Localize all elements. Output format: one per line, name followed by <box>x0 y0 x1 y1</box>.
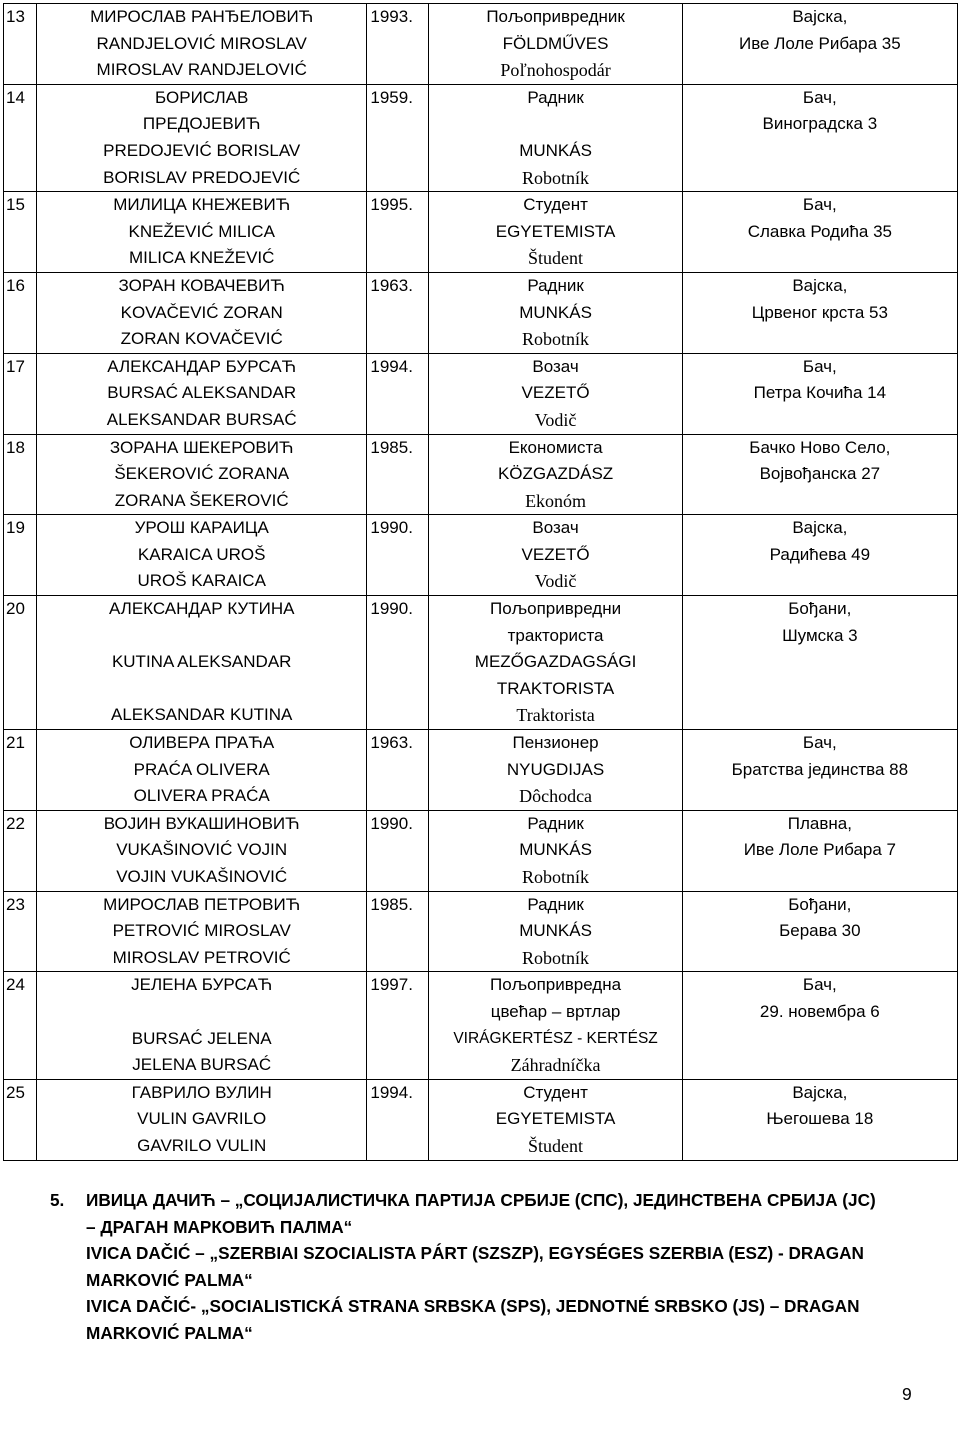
occupation <box>429 353 682 434</box>
address <box>682 434 957 515</box>
occupation-line: VEZETŐ <box>521 383 590 403</box>
candidate-number-text: 19 <box>6 518 25 538</box>
occupation <box>429 515 682 596</box>
candidate-number <box>4 730 37 811</box>
occupation-line: VIRÁGKERTÉSZ - KERTÉSZ <box>453 1029 658 1047</box>
candidate-name-line: ОЛИВЕРА ПРАЋА <box>129 733 275 753</box>
occupation-line: Traktorista <box>516 705 595 726</box>
occupation <box>429 810 682 891</box>
party-heading-line: – ДРАГАН МАРКОВИЋ ПАЛМА“ <box>86 1216 353 1237</box>
occupation <box>429 1079 682 1160</box>
party-heading-line: MARKOVIĆ PALMA“ <box>86 1322 253 1343</box>
candidate-number <box>4 192 37 273</box>
birth-year-text: 1959. <box>370 87 413 107</box>
address-line: Бач, <box>802 975 837 995</box>
occupation-line: Пољопривредна <box>490 975 622 995</box>
candidate-number <box>4 4 37 85</box>
birth-year-text: 1963. <box>370 733 413 753</box>
birth-year <box>367 1079 429 1160</box>
candidate-name <box>37 353 367 434</box>
occupation-line: Ekonóm <box>525 490 587 511</box>
birth-year <box>367 192 429 273</box>
occupation-line: FÖLDMŰVES <box>502 33 609 53</box>
candidate-name <box>37 4 367 85</box>
table-row <box>4 84 958 191</box>
occupation-line: MUNKÁS <box>519 302 592 322</box>
occupation-line: Радник <box>527 894 584 914</box>
address <box>682 596 957 730</box>
candidate-name <box>37 272 367 353</box>
candidate-name <box>37 1079 367 1160</box>
address-line: Његошева 18 <box>766 1109 874 1129</box>
address-line: Плавна, <box>787 813 852 833</box>
candidate-name-line: ALEKSANDAR BURSAĆ <box>106 409 297 429</box>
occupation-line: Dôchodca <box>519 786 593 807</box>
birth-year-text: 1995. <box>370 195 413 215</box>
address-line: Црвеног крста 53 <box>751 302 888 322</box>
address-line: Вајска, <box>792 1082 848 1102</box>
table-row <box>4 353 958 434</box>
candidate-name-line: ГАВРИЛО ВУЛИН <box>131 1082 272 1102</box>
candidate-number-text: 23 <box>6 894 25 914</box>
candidate-number <box>4 434 37 515</box>
candidate-name-line: ZORANA ŠEKEROVIĆ <box>114 490 289 510</box>
candidate-number <box>4 972 37 1079</box>
occupation-line: Студент <box>523 195 588 215</box>
candidate-number-text: 25 <box>6 1082 25 1102</box>
occupation-line: Poľnohospodár <box>500 60 611 81</box>
candidate-number-text: 18 <box>6 437 25 457</box>
candidate-number <box>4 272 37 353</box>
table-row <box>4 730 958 811</box>
candidate-number <box>4 84 37 191</box>
candidate-name-line: ЗОРАНА ШЕКЕРОВИЋ <box>109 437 294 457</box>
candidate-number-text: 24 <box>6 975 25 995</box>
candidate-name-line: VOJIN VUKAŠINOVIĆ <box>116 867 288 886</box>
occupation <box>429 272 682 353</box>
occupation-line: тракториста <box>507 625 604 645</box>
candidate-name-line: MIROSLAV RANDJELOVIĆ <box>96 60 307 80</box>
candidate-number-text: 15 <box>6 195 25 215</box>
address-line: Славка Родића 35 <box>747 221 892 241</box>
birth-year-text: 1990. <box>370 813 413 833</box>
candidate-name-line: BORISLAV PREDOJEVIĆ <box>103 167 301 187</box>
table-row <box>4 810 958 891</box>
address-line: Шумска 3 <box>782 625 858 645</box>
candidate-name-line: MILICA KNEŽEVIĆ <box>128 248 275 268</box>
address-line: Братства јединства 88 <box>731 759 909 779</box>
address <box>682 272 957 353</box>
occupation <box>429 972 682 1079</box>
candidate-table-body <box>4 4 958 1161</box>
occupation-line: Радник <box>527 813 584 833</box>
candidate-number <box>4 891 37 972</box>
candidate-name-line: ВОЈИН ВУКАШИНОВИЋ <box>103 813 300 833</box>
party-heading-line: IVICA DAČIĆ – „SZERBIAI SZOCIALISTA PÁRT (SZSZP), EGYSÉGES SZERBIA (ESZ) - DRAGAN <box>86 1243 864 1264</box>
candidate-name-line: БОРИСЛАВ <box>155 87 249 107</box>
address <box>682 972 957 1079</box>
spacer <box>429 111 681 138</box>
party-heading-line: IVICA DAČIĆ- „SOCIALISTICKÁ STRANA SRBSKA (SPS), JEDNOTNÉ SRBSKO (JS) – DRAGAN <box>86 1296 860 1317</box>
birth-year <box>367 730 429 811</box>
candidate-name <box>37 515 367 596</box>
address <box>682 4 957 85</box>
table-row <box>4 596 958 730</box>
occupation-line: KÖZGAZDÁSZ <box>497 464 614 484</box>
candidate-name <box>37 192 367 273</box>
candidate-number-text: 14 <box>6 87 25 107</box>
table-row <box>4 515 958 596</box>
address-line: Бач, <box>802 733 837 753</box>
occupation-line: MEZŐGAZDAGSÁGI <box>474 652 637 672</box>
party-heading <box>86 1187 946 1347</box>
candidate-name-line: УРОШ КАРАИЦА <box>134 518 269 538</box>
occupation-line: Robotník <box>522 867 590 887</box>
candidate-number-text: 17 <box>6 356 25 376</box>
address <box>682 192 957 273</box>
occupation <box>429 596 682 730</box>
address-line: Иве Лоле Рибара 7 <box>743 840 896 860</box>
table-row <box>4 4 958 85</box>
candidate-name-line: MIROSLAV PETROVIĆ <box>112 947 291 967</box>
occupation-line: Robotník <box>522 167 590 188</box>
birth-year-text: 1985. <box>370 437 413 457</box>
candidate-name-line: PETROVIĆ MIROSLAV <box>112 921 291 941</box>
address <box>682 730 957 811</box>
occupation-line: MUNKÁS <box>519 840 592 860</box>
candidate-number <box>4 596 37 730</box>
birth-year <box>367 810 429 891</box>
occupation-line: Robotník <box>522 329 590 350</box>
birth-year-text: 1985. <box>370 894 413 914</box>
occupation-line: TRAKTORISTA <box>496 678 615 698</box>
candidate-name-line: OLIVERA PRAĆA <box>133 786 270 806</box>
address-line: Бођани, <box>788 599 852 619</box>
candidate-number <box>4 353 37 434</box>
birth-year <box>367 596 429 730</box>
address <box>682 1079 957 1160</box>
occupation-line: Vodič <box>534 571 577 592</box>
birth-year <box>367 515 429 596</box>
candidate-name <box>37 972 367 1079</box>
candidate-number <box>4 1079 37 1160</box>
birth-year-text: 1993. <box>370 7 413 26</box>
candidate-name-line: PRAĆA OLIVERA <box>133 759 270 779</box>
birth-year <box>367 272 429 353</box>
candidate-name-line: ŠEKEROVIĆ ZORANA <box>114 464 290 484</box>
candidate-number-text: 20 <box>6 599 25 619</box>
address-line: Бач, <box>802 195 837 215</box>
candidate-name-line: PREDOJEVIĆ BORISLAV <box>103 140 301 160</box>
birth-year <box>367 84 429 191</box>
table-row <box>4 434 958 515</box>
candidate-name-line: BURSAĆ ALEKSANDAR <box>107 383 297 403</box>
occupation-line: Пољопривредник <box>486 7 625 26</box>
candidate-name-line: АЛЕКСАНДАР КУТИНА <box>108 599 295 619</box>
candidate-number <box>4 515 37 596</box>
candidate-name-line: KARAICA UROŠ <box>137 544 266 564</box>
occupation-line: Економиста <box>508 437 603 457</box>
party-heading-line: MARKOVIĆ PALMA“ <box>86 1269 253 1290</box>
candidate-name-line: ZORAN KOVAČEVIĆ <box>120 329 283 349</box>
occupation-line: EGYETEMISTA <box>495 1109 616 1129</box>
candidate-number-text: 21 <box>6 733 25 753</box>
candidate-name-line: KNEŽEVIĆ MILICA <box>128 221 275 241</box>
address <box>682 891 957 972</box>
candidate-name-line: ЈЕЛЕНА БУРСАЋ <box>131 975 273 995</box>
spacer <box>37 999 366 1026</box>
address <box>682 84 957 191</box>
occupation <box>429 730 682 811</box>
candidate-name-line: ПРЕДОЈЕВИЋ <box>142 114 261 134</box>
candidate-name-line: KUTINA ALEKSANDAR <box>111 652 292 672</box>
candidate-name-line: BURSAĆ JELENA <box>131 1028 272 1048</box>
birth-year <box>367 972 429 1079</box>
occupation-line: Возач <box>532 518 579 538</box>
occupation-line: цвећар – вртлар <box>490 1001 621 1021</box>
party-number: 5. <box>50 1190 65 1210</box>
candidate-name-line: VULIN GAVRILO <box>137 1109 267 1129</box>
table-row <box>4 272 958 353</box>
occupation-line: Robotník <box>522 947 590 968</box>
address-line: Берава 30 <box>779 921 861 941</box>
occupation <box>429 891 682 972</box>
occupation-line: Vodič <box>534 409 577 430</box>
table-row <box>4 1079 958 1160</box>
candidate-number-text: 13 <box>6 7 25 26</box>
address-line: Бач, <box>802 87 837 107</box>
candidate-name-line: МИРОСЛАВ РАНЂЕЛОВИЋ <box>90 7 314 26</box>
candidate-name-line: KOVAČEVIĆ ZORAN <box>120 302 283 322</box>
birth-year <box>367 4 429 85</box>
birth-year <box>367 891 429 972</box>
candidate-name <box>37 84 367 191</box>
address-line: Бач, <box>802 356 837 376</box>
candidate-name-line: ЗОРАН КОВАЧЕВИЋ <box>118 275 285 295</box>
occupation-line: VEZETŐ <box>521 544 590 564</box>
birth-year-text: 1997. <box>370 975 413 995</box>
occupation <box>429 4 682 85</box>
occupation <box>429 434 682 515</box>
address <box>682 353 957 434</box>
occupation-line: MUNKÁS <box>519 921 592 941</box>
candidate-name-line: JELENA BURSAĆ <box>132 1055 272 1075</box>
occupation-line: Радник <box>527 87 584 107</box>
birth-year-text: 1963. <box>370 275 413 295</box>
occupation-line: Študent <box>528 248 584 269</box>
candidate-name-line: GAVRILO VULIN <box>137 1135 267 1155</box>
occupation <box>429 192 682 273</box>
candidate-name-line: RANDJELOVIĆ MIROSLAV <box>96 33 307 53</box>
spacer <box>37 623 366 650</box>
occupation-line: Радник <box>527 275 584 295</box>
occupation-line: MUNKÁS <box>519 140 592 160</box>
birth-year-text: 1990. <box>370 599 413 619</box>
occupation-line: EGYETEMISTA <box>495 221 616 241</box>
candidate-name <box>37 810 367 891</box>
candidate-name-line: VUKAŠINOVIĆ VOJIN <box>116 840 288 860</box>
candidate-name <box>37 730 367 811</box>
address-line: 29. новембра 6 <box>759 1001 880 1021</box>
occupation-line: Пољопривредни <box>490 599 622 619</box>
address-line: Бачко Ново Село, <box>749 437 891 457</box>
birth-year <box>367 434 429 515</box>
address-line: Вајска, <box>792 7 848 26</box>
candidate-number <box>4 810 37 891</box>
address-line: Радићева 49 <box>769 544 871 564</box>
birth-year-text: 1990. <box>370 518 413 538</box>
occupation-line: Студент <box>523 1082 588 1102</box>
address-line: Петра Кочића 14 <box>753 383 887 403</box>
page-number: 9 <box>902 1384 912 1404</box>
occupation-line: Возач <box>532 356 579 376</box>
occupation-line: Študent <box>528 1135 584 1156</box>
occupation-line: Záhradníčka <box>510 1055 601 1076</box>
candidate-name <box>37 434 367 515</box>
table-row <box>4 972 958 1079</box>
candidate-number-text: 16 <box>6 275 25 295</box>
table-row <box>4 192 958 273</box>
birth-year-text: 1994. <box>370 356 413 376</box>
candidate-name-line: АЛЕКСАНДАР БУРСАЋ <box>107 356 297 376</box>
candidate-name <box>37 891 367 972</box>
table-row <box>4 891 958 972</box>
birth-year <box>367 353 429 434</box>
candidate-name-line: МИЛИЦА КНЕЖЕВИЋ <box>113 195 291 215</box>
address-line: Вајска, <box>792 275 848 295</box>
address-line: Иве Лоле Рибара 35 <box>738 33 901 53</box>
birth-year-text: 1994. <box>370 1082 413 1102</box>
address <box>682 515 957 596</box>
candidate-name-line: МИРОСЛАВ ПЕТРОВИЋ <box>103 894 301 914</box>
occupation-line: NYUGDIJAS <box>506 759 605 779</box>
candidate-name-line: ALEKSANDAR KUTINA <box>111 705 293 725</box>
candidate-name <box>37 596 367 730</box>
address-line: Бођани, <box>788 894 852 914</box>
occupation <box>429 84 682 191</box>
address <box>682 810 957 891</box>
candidate-name-line: UROŠ KARAICA <box>137 571 266 591</box>
spacer <box>37 676 366 703</box>
occupation-line: Пензионер <box>512 733 599 753</box>
address-line: Виноградска 3 <box>762 114 878 134</box>
party-heading-line: ИВИЦА ДАЧИЋ – „СОЦИЈАЛИСТИЧКА ПАРТИЈА СРБИЈЕ (СПС), ЈЕДИНСТВЕНА СРБИЈА (ЈС) <box>86 1190 876 1210</box>
candidate-table <box>3 3 958 1161</box>
address-line: Војвођанска 27 <box>759 464 881 484</box>
candidate-number-text: 22 <box>6 813 25 833</box>
address-line: Вајска, <box>792 518 848 538</box>
